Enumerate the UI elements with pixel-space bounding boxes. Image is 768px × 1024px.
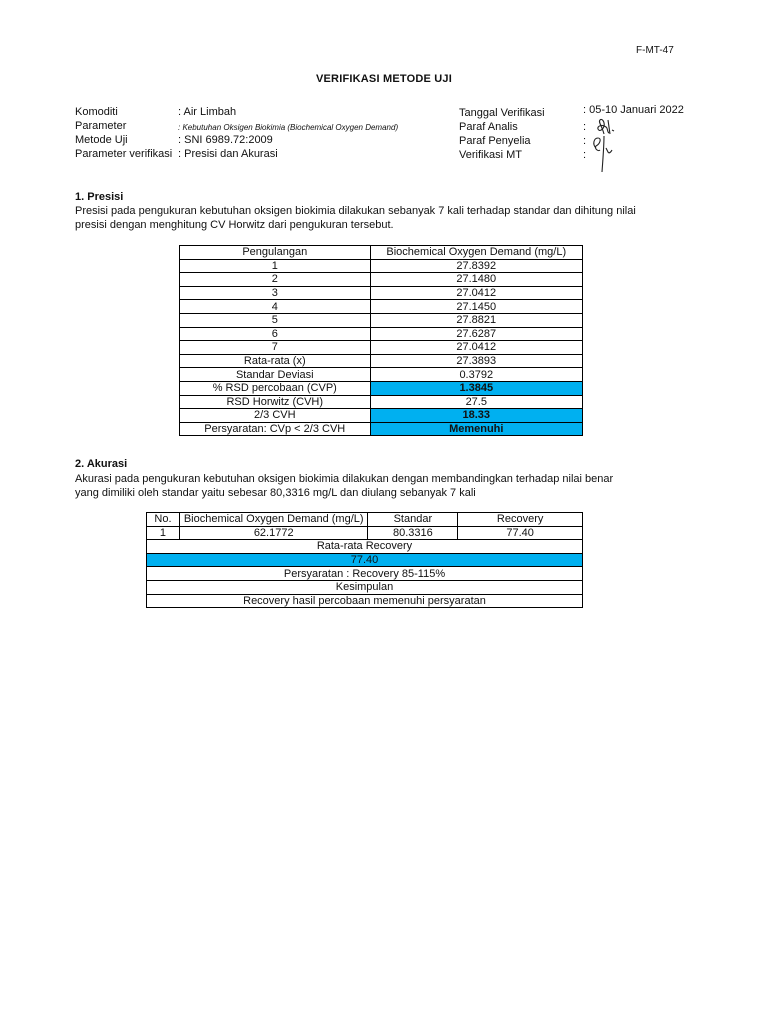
presisi-heading: 1. Presisi — [75, 191, 124, 203]
table-row — [180, 300, 583, 314]
column-header: Pengulangan — [180, 246, 371, 260]
presisi-paragraph-line: Presisi pada pengukuran kebutuhan oksigen biokimia dilakukan sebanyak 7 kali terhadap standar dan dihitung nilai — [75, 205, 636, 217]
table-row — [180, 409, 583, 423]
row-label: 1 — [180, 259, 371, 273]
column-header: Biochemical Oxygen Demand (mg/L) — [370, 246, 582, 260]
requirement-result: Memenuhi — [370, 422, 582, 436]
row-value: 0.3792 — [370, 368, 582, 382]
row-label: Persyaratan: CVp < 2/3 CVH — [180, 422, 371, 436]
row-label: 2/3 CVH — [180, 409, 371, 423]
table-row — [147, 580, 583, 594]
table-row — [147, 540, 583, 554]
akurasi-heading: 2. Akurasi — [75, 458, 128, 470]
meta-value-metode-uji: : SNI 6989.72:2009 — [178, 134, 273, 146]
row-label: 4 — [180, 300, 371, 314]
column-header: Biochemical Oxygen Demand (mg/L) — [179, 513, 368, 527]
meta-value-paraf-analis: : — [583, 121, 587, 133]
row-value: 27.3893 — [370, 354, 582, 368]
table-row — [180, 395, 583, 409]
meta-value-parameter-verifikasi: : Presisi dan Akurasi — [178, 148, 278, 160]
row-label: 5 — [180, 313, 371, 327]
table-row — [180, 341, 583, 355]
document-title: VERIFIKASI METODE UJI — [315, 73, 453, 85]
table-row — [147, 567, 583, 581]
row-value: 27.1480 — [370, 273, 582, 287]
row-value: 27.0412 — [370, 286, 582, 300]
akurasi-paragraph-line: yang dimiliki oleh standar yaitu sebesar 80,3316 mg/L dan diulang sebanyak 7 kali — [75, 487, 476, 499]
row-standard-value: 80.3316 — [368, 526, 458, 540]
conclusion-text: Recovery hasil percobaan memenuhi persyaratan — [147, 594, 583, 608]
akurasi-table — [146, 512, 583, 608]
table-row — [147, 594, 583, 608]
table-row — [180, 259, 583, 273]
akurasi-paragraph-line: Akurasi pada pengukuran kebutuhan oksigen biokimia dilakukan dengan membandingkan terhadap nilai benar — [75, 473, 614, 485]
column-header: Standar — [368, 513, 458, 527]
table-row — [180, 313, 583, 327]
row-label: 3 — [180, 286, 371, 300]
row-bod-value: 62.1772 — [179, 526, 368, 540]
row-value: 27.0412 — [370, 341, 582, 355]
column-header: No. — [147, 513, 180, 527]
row-value: 27.8821 — [370, 313, 582, 327]
table-row — [147, 553, 583, 567]
row-recovery-value: 77.40 — [458, 526, 583, 540]
meta-label-verifikasi-mt: Verifikasi MT — [459, 149, 522, 161]
table-header-row — [180, 246, 583, 260]
table-row — [180, 368, 583, 382]
row-value: 27.5 — [370, 395, 582, 409]
average-recovery-label: Rata-rata Recovery — [147, 540, 583, 554]
requirement-text: Persyaratan : Recovery 85-115% — [147, 567, 583, 581]
conclusion-label: Kesimpulan — [147, 580, 583, 594]
highlighted-value: 18.33 — [370, 409, 582, 423]
meta-label-parameter: Parameter — [75, 120, 127, 132]
row-label: Standar Deviasi — [180, 368, 371, 382]
row-value: 27.1450 — [370, 300, 582, 314]
akurasi-paragraph — [75, 472, 675, 500]
table-header-row — [147, 513, 583, 527]
meta-label-paraf-penyelia: Paraf Penyelia — [459, 135, 531, 147]
meta-value-paraf-penyelia: : — [583, 135, 587, 147]
form-code: F-MT-47 — [636, 45, 674, 56]
average-recovery-value: 77.40 — [147, 553, 583, 567]
table-row — [180, 381, 583, 395]
meta-value-verifikasi-mt: : — [583, 149, 587, 161]
meta-label-metode-uji: Metode Uji — [75, 134, 128, 146]
row-label: 7 — [180, 341, 371, 355]
meta-value-tanggal: : 05-10 Januari 2022 — [583, 104, 684, 116]
row-value: 27.8392 — [370, 259, 582, 273]
meta-label-komoditi: Komoditi — [75, 106, 118, 118]
row-label: 2 — [180, 273, 371, 287]
row-label: % RSD percobaan (CVP) — [180, 381, 371, 395]
signature-penyelia-icon — [588, 126, 628, 176]
table-row — [180, 286, 583, 300]
table-row — [147, 526, 583, 540]
presisi-paragraph-line: presisi dengan menghitung CV Horwitz dari pengukuran tersebut. — [75, 219, 394, 231]
meta-label-tanggal: Tanggal Verifikasi — [459, 107, 545, 119]
row-label: RSD Horwitz (CVH) — [180, 395, 371, 409]
table-row — [180, 327, 583, 341]
presisi-table — [179, 245, 583, 436]
row-value: 27.6287 — [370, 327, 582, 341]
table-row — [180, 422, 583, 436]
table-row — [180, 273, 583, 287]
column-header: Recovery — [458, 513, 583, 527]
row-number: 1 — [147, 526, 180, 540]
meta-label-paraf-analis: Paraf Analis — [459, 121, 518, 133]
table-row — [180, 354, 583, 368]
meta-value-komoditi: : Air Limbah — [178, 106, 237, 118]
meta-value-parameter: : Kebutuhan Oksigen Biokimia (Biochemical Oxygen Demand) — [178, 123, 399, 132]
row-label: Rata-rata (x) — [180, 354, 371, 368]
row-label: 6 — [180, 327, 371, 341]
meta-label-parameter-verifikasi: Parameter verifikasi — [75, 148, 173, 160]
highlighted-value: 1.3845 — [370, 381, 582, 395]
presisi-paragraph — [75, 204, 675, 232]
